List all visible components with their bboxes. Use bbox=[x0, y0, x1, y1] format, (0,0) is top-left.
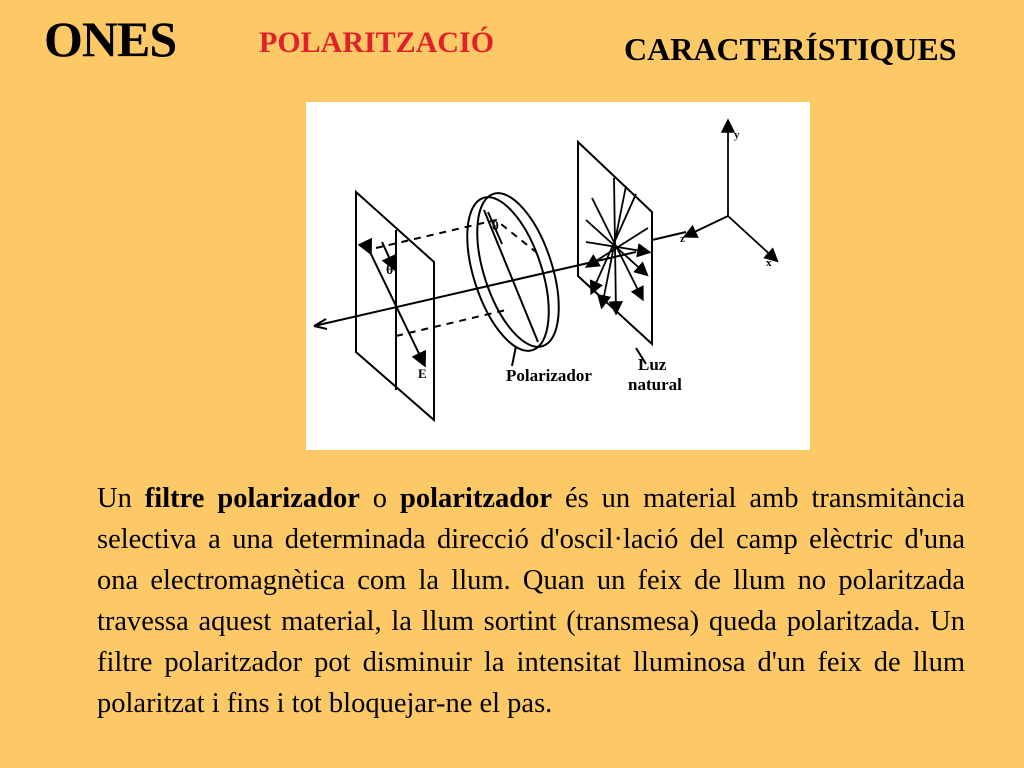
theta-label-disc: θ bbox=[492, 218, 499, 233]
body-text-intro: Un bbox=[97, 483, 145, 514]
axis-z-label: z bbox=[680, 233, 685, 245]
body-text-conj: o bbox=[359, 483, 401, 514]
body-paragraph bbox=[97, 478, 965, 724]
axis-y-label: y bbox=[734, 129, 740, 141]
theta-label-left: θ bbox=[386, 263, 394, 278]
term-filter: filtre polarizador bbox=[144, 483, 360, 514]
polarizer-disc bbox=[451, 187, 565, 360]
slide-section: CARACTERÍSTIQUES bbox=[624, 31, 957, 67]
body-text-rest: és un material amb transmitància selectiva a una determinada direcció d'oscil·lació del camp elèctric d'una ona electromagnètica com la llum. Quan un feix de llum no polaritzada travessa aquest material, la llum sortint (transmesa) queda polaritzada. Un filtre polaritzador pot disminuir la intensitat lluminosa d'un feix de llum polaritzat i fins i tot bloquejar-ne el pas. bbox=[97, 483, 965, 719]
coordinate-axes bbox=[686, 122, 776, 260]
term-polarizer: polaritzador bbox=[400, 483, 552, 514]
polarizer-diagram bbox=[306, 102, 810, 450]
natural-light-label: Luz bbox=[638, 355, 667, 374]
slide-topic: POLARITZACIÓ bbox=[259, 26, 495, 59]
natural-light-label-2: natural bbox=[628, 375, 682, 394]
axis-x-label: x bbox=[766, 257, 772, 269]
light-beam bbox=[314, 252, 636, 326]
e-field-label: E bbox=[418, 366, 427, 381]
polarizer-label: Polarizador bbox=[506, 366, 592, 385]
slide-title: ONES bbox=[44, 11, 177, 67]
